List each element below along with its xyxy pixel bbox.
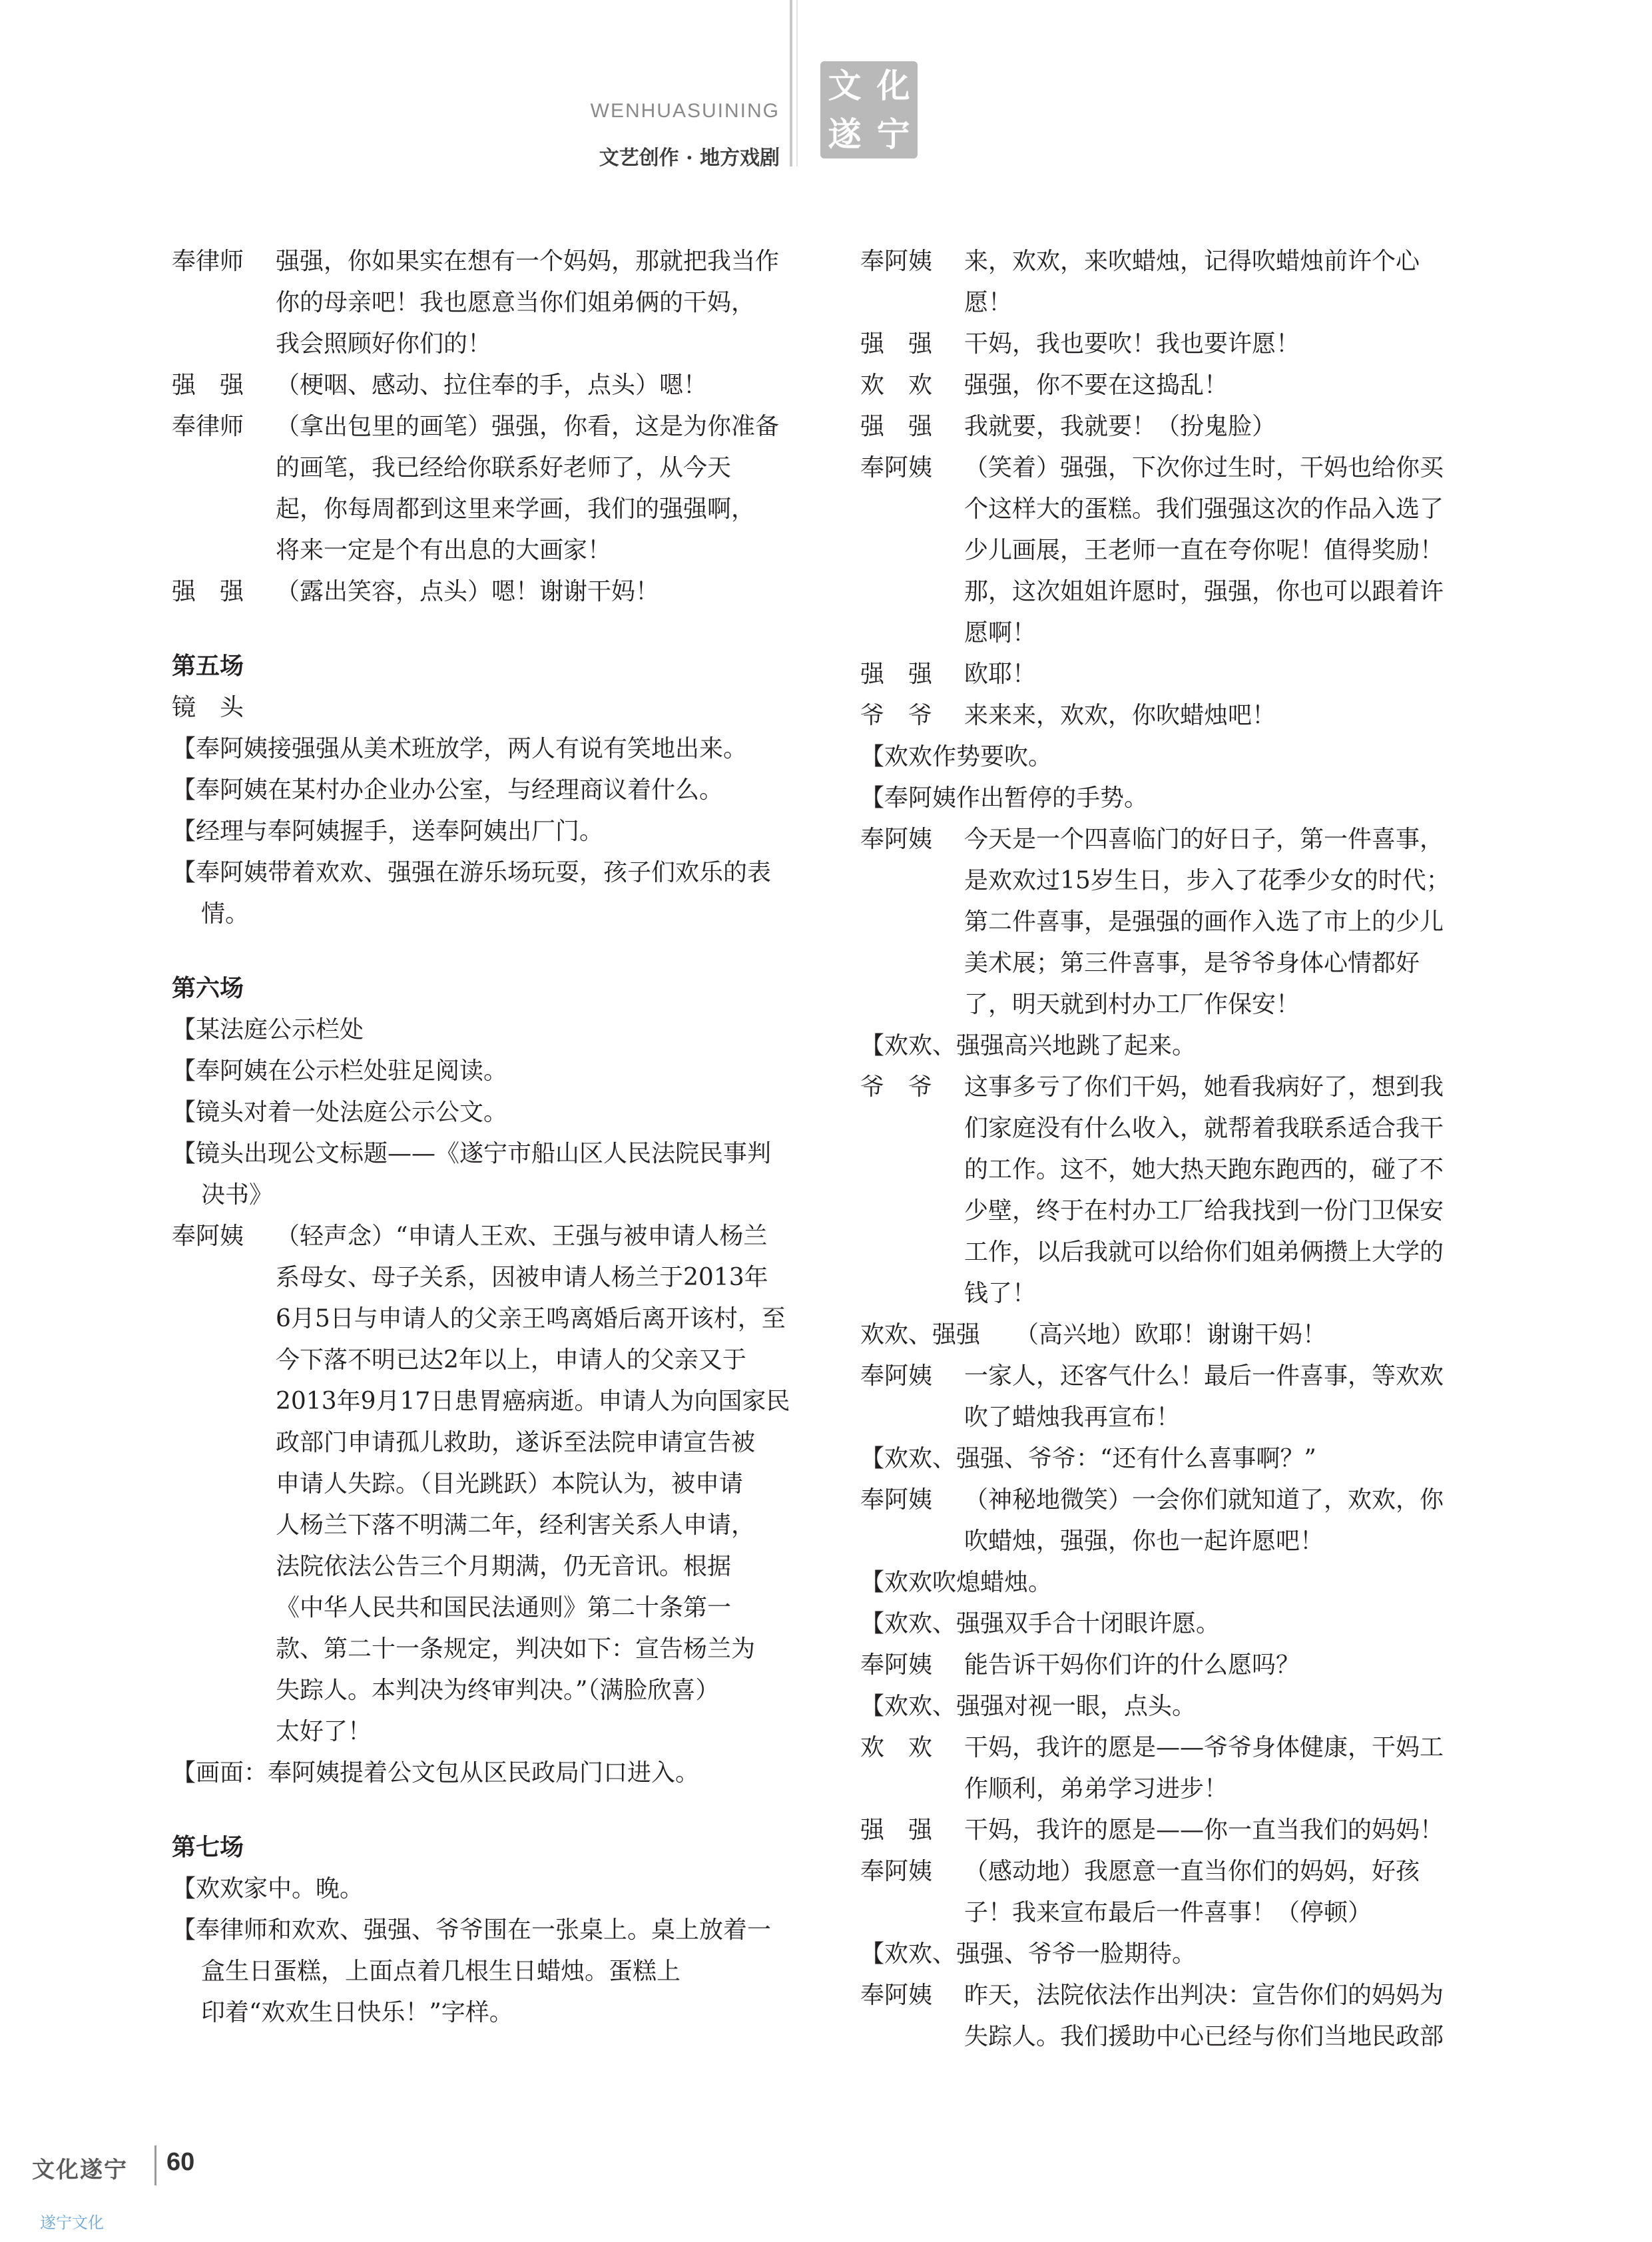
stage-direction: 【经理与奉阿姨握手，送奉阿姨出厂门。	[172, 818, 604, 845]
dialogue-text: 我就要，我就要！（扮鬼脸）	[964, 413, 1276, 440]
dialogue-text: 们家庭没有什么收入，就帮着我联系适合我干	[964, 1115, 1444, 1142]
dialogue-text: 一家人，还客气什么！最后一件喜事，等欢欢	[964, 1362, 1444, 1390]
dialogue-text: 了，明天就到村办工厂作保安！	[964, 991, 1300, 1018]
script-line	[172, 1951, 798, 1992]
dialogue-text: 的画笔，我已经给你联系好老师了，从今天	[276, 454, 732, 481]
speaker-name: 奉阿姨	[860, 1486, 933, 1514]
script-line	[860, 778, 1486, 819]
dialogue-text: 失踪人。本判决为终审判决。”（满脸欣喜）	[276, 1677, 720, 1704]
speaker-name: 爷 爷	[860, 1073, 933, 1101]
script-line	[172, 1910, 798, 1951]
script-line	[172, 1546, 798, 1587]
script-line	[172, 1629, 798, 1670]
script-line	[860, 1273, 1486, 1314]
dialogue-text: 愿啊！	[964, 619, 1037, 647]
left-text-column	[172, 241, 798, 2034]
section-gap	[172, 935, 798, 968]
dialogue-text: 钱了！	[964, 1280, 1037, 1307]
stage-direction: 【欢欢、强强双手合十闭眼许愿。	[860, 1610, 1221, 1637]
header-english-title: WENHUASUINING	[590, 100, 780, 122]
scene-heading: 第七场	[172, 1834, 244, 1861]
script-line	[172, 324, 798, 365]
script-line	[172, 406, 798, 447]
dialogue-text: 第二件喜事，是强强的画作入选了市上的少儿	[964, 908, 1444, 936]
script-line	[172, 1711, 798, 1753]
speaker-name: 强 强	[860, 1817, 933, 1844]
script-line	[860, 571, 1486, 613]
stage-direction-continued: 印着“欢欢生日快乐！”字样。	[201, 1999, 513, 2026]
script-line	[172, 1992, 798, 2034]
stage-direction: 【奉阿姨在公示栏处驻足阅读。	[172, 1057, 508, 1085]
script-line	[860, 406, 1486, 447]
script-line	[172, 530, 798, 571]
script-line	[860, 736, 1486, 778]
speaker-name: 爷 爷	[860, 702, 933, 729]
dialogue-text: 法院依法公告三个月期满，仍无音讯。根据	[276, 1553, 732, 1580]
speaker-name: 奉阿姨	[860, 1982, 933, 2009]
stage-direction-continued: 决书》	[201, 1181, 274, 1209]
dialogue-text: 是欢欢过15岁生日，步入了花季少女的时代；	[964, 867, 1450, 894]
speaker-name: 强 强	[172, 372, 244, 399]
script-line	[860, 1191, 1486, 1232]
watermark-logo: 遂宁文化	[40, 2213, 104, 2232]
script-line	[172, 646, 798, 687]
script-line	[172, 1827, 798, 1868]
shot-label: 镜 头	[172, 694, 244, 721]
script-line	[172, 489, 798, 530]
dialogue-text: 少壁，终于在村办工厂给我找到一份门卫保安	[964, 1197, 1444, 1225]
stage-direction: 【奉律师和欢欢、强强、爷爷围在一张桌上。桌上放着一	[172, 1916, 772, 1944]
script-line	[172, 1422, 798, 1464]
script-line	[172, 1133, 798, 1175]
dialogue-text: 昨天，法院依法作出判决：宣告你们的妈妈为	[964, 1982, 1444, 2009]
speaker-name: 奉阿姨	[860, 248, 933, 275]
script-line	[860, 1314, 1486, 1356]
dialogue-text: 欧耶！	[964, 661, 1037, 688]
script-line	[860, 943, 1486, 984]
script-line	[860, 1810, 1486, 1851]
dialogue-text: 强强，你不要在这捣乱！	[964, 372, 1229, 399]
speaker-name: 奉阿姨	[860, 826, 933, 853]
dialogue-text: （神秘地微笑）一会你们就知道了，欢欢，你	[964, 1486, 1444, 1514]
dialogue-text: 干妈，我许的愿是——爷爷身体健康，干妈工	[964, 1734, 1444, 1761]
stage-direction: 【镜头对着一处法庭公示公文。	[172, 1099, 508, 1126]
dialogue-text: 子！我来宣布最后一件喜事！（停顿）	[964, 1899, 1372, 1926]
dialogue-text: 2013年9月17日患胃癌病逝。申请人为向国家民	[276, 1388, 790, 1415]
scene-heading: 第六场	[172, 975, 244, 1002]
script-line	[172, 968, 798, 1009]
dialogue-text: 这事多亏了你们干妈，她看我病好了，想到我	[964, 1073, 1444, 1101]
dialogue-text: （感动地）我愿意一直当你们的妈妈，好孩	[964, 1858, 1420, 1885]
script-line	[172, 571, 798, 613]
script-line	[860, 1149, 1486, 1191]
stage-direction-continued: 盒生日蛋糕，上面点着几根生日蜡烛。蛋糕上	[201, 1958, 681, 1985]
script-line	[860, 1067, 1486, 1108]
script-line	[172, 811, 798, 852]
header-divider-light	[796, 0, 798, 166]
right-text-column	[860, 241, 1486, 2058]
dialogue-text: 系母女、母子关系，因被申请人杨兰于2013年	[276, 1264, 768, 1291]
script-line	[172, 894, 798, 935]
dialogue-text: 作顺利，弟弟学习进步！	[964, 1775, 1229, 1803]
script-line	[172, 1464, 798, 1505]
speaker-name: 奉阿姨	[172, 1223, 244, 1250]
dialogue-text: 那，这次姐姐许愿时，强强，你也可以跟着许	[964, 578, 1444, 605]
stage-direction: 【欢欢、强强对视一眼，点头。	[860, 1693, 1197, 1720]
script-line	[860, 695, 1486, 736]
script-line	[172, 728, 798, 770]
dialogue-text: 申请人失踪。（目光跳跃）本院认为，被申请	[276, 1470, 744, 1498]
speaker-name: 奉律师	[172, 248, 244, 275]
stage-direction-continued: 情。	[201, 900, 250, 928]
speaker-name: 强 强	[860, 661, 933, 688]
stage-direction: 【欢欢吹熄蜡烛。	[860, 1569, 1053, 1596]
dialogue-text: 美术展；第三件喜事，是爷爷身体心情都好	[964, 950, 1420, 977]
script-line	[860, 1397, 1486, 1438]
script-line	[172, 770, 798, 811]
script-line	[860, 1521, 1486, 1562]
dialogue-text: 《中华人民共和国民法通则》第二十条第一	[276, 1594, 732, 1621]
script-line	[172, 1868, 798, 1910]
stage-direction: 【欢欢、强强高兴地跳了起来。	[860, 1032, 1197, 1059]
script-line	[860, 1025, 1486, 1067]
dialogue-text: 政部门申请孤儿救助，遂诉至法院申请宣告被	[276, 1429, 756, 1456]
dialogue-text: 吹蜡烛，强强，你也一起许愿吧！	[964, 1528, 1324, 1555]
script-line	[172, 1587, 798, 1629]
script-line	[860, 241, 1486, 282]
script-line	[860, 1562, 1486, 1603]
dialogue-text: 款、第二十一条规定，判决如下：宣告杨兰为	[276, 1635, 756, 1663]
script-line	[172, 365, 798, 406]
script-line	[860, 1686, 1486, 1727]
dialogue-text: 今天是一个四喜临门的好日子，第一件喜事，	[964, 826, 1444, 853]
script-line	[172, 282, 798, 324]
script-line	[172, 1340, 798, 1381]
script-line	[172, 1381, 798, 1422]
speaker-name: 奉阿姨	[860, 1651, 933, 1679]
seal-char: 宁	[876, 114, 910, 154]
stage-direction: 【奉阿姨在某村办企业办公室，与经理商议着什么。	[172, 776, 724, 804]
dialogue-text: （露出笑容，点头）嗯！谢谢干妈！	[276, 578, 660, 605]
script-line	[860, 819, 1486, 860]
footer-brand: 文化遂宁	[32, 2157, 128, 2183]
section-gap	[172, 1794, 798, 1827]
script-line	[172, 1216, 798, 1257]
footer-divider	[154, 2145, 156, 2185]
dialogue-text: 能告诉干妈你们许的什么愿吗？	[964, 1651, 1300, 1679]
script-line	[860, 984, 1486, 1025]
script-line	[860, 860, 1486, 902]
speaker-name: 奉阿姨	[860, 1362, 933, 1390]
dialogue-text: （梗咽、感动、拉住奉的手，点头）嗯！	[276, 372, 708, 399]
script-line	[860, 1438, 1486, 1480]
dialogue-text: 强强，你如果实在想有一个妈妈，那就把我当作	[276, 248, 780, 275]
header-section-label: 文艺创作 · 地方戏剧	[599, 146, 780, 170]
script-line	[860, 282, 1486, 324]
header-divider	[790, 0, 792, 166]
script-line	[860, 489, 1486, 530]
script-line	[172, 1298, 798, 1340]
section-gap	[172, 613, 798, 646]
magazine-seal-logo	[820, 61, 918, 158]
dialogue-text: （笑着）强强，下次你过生时，干妈也给你买	[964, 454, 1444, 481]
script-line	[172, 1670, 798, 1711]
dialogue-text: （轻声念）“申请人王欢、王强与被申请人杨兰	[276, 1223, 768, 1250]
seal-char: 文	[828, 65, 862, 105]
dialogue-text: 来，欢欢，来吹蜡烛，记得吹蜡烛前许个心	[964, 248, 1420, 275]
dialogue-text: 个这样大的蛋糕。我们强强这次的作品入选了	[964, 495, 1444, 523]
script-line	[860, 530, 1486, 571]
speaker-name: 奉阿姨	[860, 454, 933, 481]
script-line	[172, 1505, 798, 1546]
stage-direction: 【欢欢、强强、爷爷：“还有什么喜事啊？”	[860, 1445, 1316, 1472]
stage-direction: 【欢欢家中。晚。	[172, 1875, 364, 1902]
script-line	[172, 241, 798, 282]
dialogue-text: 我会照顾好你们的！	[276, 330, 492, 358]
dialogue-text: 干妈，我许的愿是——你一直当我们的妈妈！	[964, 1817, 1444, 1844]
script-line	[172, 1175, 798, 1216]
script-line	[172, 1257, 798, 1298]
dialogue-text: 来来来，欢欢，你吹蜡烛吧！	[964, 702, 1276, 729]
speaker-name: 欢欢、强强	[860, 1321, 981, 1348]
speaker-name: 强 强	[860, 330, 933, 358]
script-line	[172, 1051, 798, 1092]
script-line	[172, 447, 798, 489]
speaker-name: 欢 欢	[860, 1734, 933, 1761]
dialogue-text: （高兴地）欧耶！谢谢干妈！	[1015, 1321, 1327, 1348]
page-number: 60	[166, 2148, 195, 2176]
speaker-name: 强 强	[860, 413, 933, 440]
stage-direction: 【欢欢、强强、爷爷一脸期待。	[860, 1940, 1197, 1968]
dialogue-text: 太好了！	[276, 1718, 372, 1745]
speaker-name: 奉阿姨	[860, 1858, 933, 1885]
dialogue-text: 人杨兰下落不明满二年，经利害关系人申请，	[276, 1512, 756, 1539]
script-line	[172, 1009, 798, 1051]
script-line	[860, 1769, 1486, 1810]
dialogue-text: 的工作。这不，她大热天跑东跑西的，碰了不	[964, 1156, 1444, 1183]
speaker-name: 奉律师	[172, 413, 244, 440]
script-line	[860, 1934, 1486, 1975]
stage-direction: 【某法庭公示栏处	[172, 1016, 364, 1043]
stage-direction: 【镜头出现公文标题——《遂宁市船山区人民法院民事判	[172, 1140, 772, 1167]
stage-direction: 【画面：奉阿姨提着公文包从区民政局门口进入。	[172, 1759, 700, 1787]
script-line	[860, 1480, 1486, 1521]
seal-char: 遂	[828, 114, 862, 154]
script-line	[860, 365, 1486, 406]
script-line	[860, 1645, 1486, 1686]
scene-heading: 第五场	[172, 653, 244, 680]
dialogue-text: 今下落不明已达2年以上，申请人的父亲又于	[276, 1346, 746, 1374]
speaker-name: 欢 欢	[860, 372, 933, 399]
script-line	[860, 447, 1486, 489]
script-line	[860, 1851, 1486, 1892]
dialogue-text: 少儿画展，王老师一直在夸你呢！值得奖励！	[964, 537, 1444, 564]
dialogue-text: 你的母亲吧！我也愿意当你们姐弟俩的干妈，	[276, 289, 756, 316]
script-line	[860, 902, 1486, 943]
dialogue-text: 失踪人。我们援助中心已经与你们当地民政部	[964, 2023, 1444, 2050]
stage-direction: 【欢欢作势要吹。	[860, 743, 1053, 770]
dialogue-text: （拿出包里的画笔）强强，你看，这是为你准备	[276, 413, 780, 440]
script-line	[860, 1892, 1486, 1934]
speaker-name: 强 强	[172, 578, 244, 605]
dialogue-text: 起，你每周都到这里来学画，我们的强强啊，	[276, 495, 756, 523]
dialogue-text: 将来一定是个有出息的大画家！	[276, 537, 612, 564]
script-line	[860, 1975, 1486, 2016]
script-line	[172, 1092, 798, 1133]
script-line	[860, 2016, 1486, 2058]
script-line	[860, 1603, 1486, 1645]
seal-char: 化	[876, 65, 910, 105]
script-line	[860, 613, 1486, 654]
stage-direction: 【奉阿姨作出暂停的手势。	[860, 784, 1149, 812]
dialogue-text: 干妈，我也要吹！我也要许愿！	[964, 330, 1300, 358]
dialogue-text: 工作，以后我就可以给你们姐弟俩攒上大学的	[964, 1239, 1444, 1266]
script-line	[860, 324, 1486, 365]
dialogue-text: 6月5日与申请人的父亲王鸣离婚后离开该村，至	[276, 1305, 786, 1332]
script-line	[860, 654, 1486, 695]
stage-direction: 【奉阿姨接强强从美术班放学，两人有说有笑地出来。	[172, 735, 748, 762]
dialogue-text: 吹了蜡烛我再宣布！	[964, 1404, 1181, 1431]
script-line	[860, 1727, 1486, 1769]
script-line	[172, 852, 798, 894]
script-line	[860, 1356, 1486, 1397]
script-line	[860, 1108, 1486, 1149]
dialogue-text: 愿！	[964, 289, 1013, 316]
script-line	[172, 1753, 798, 1794]
script-line	[172, 687, 798, 728]
stage-direction: 【奉阿姨带着欢欢、强强在游乐场玩耍，孩子们欢乐的表	[172, 859, 772, 886]
script-line	[860, 1232, 1486, 1273]
